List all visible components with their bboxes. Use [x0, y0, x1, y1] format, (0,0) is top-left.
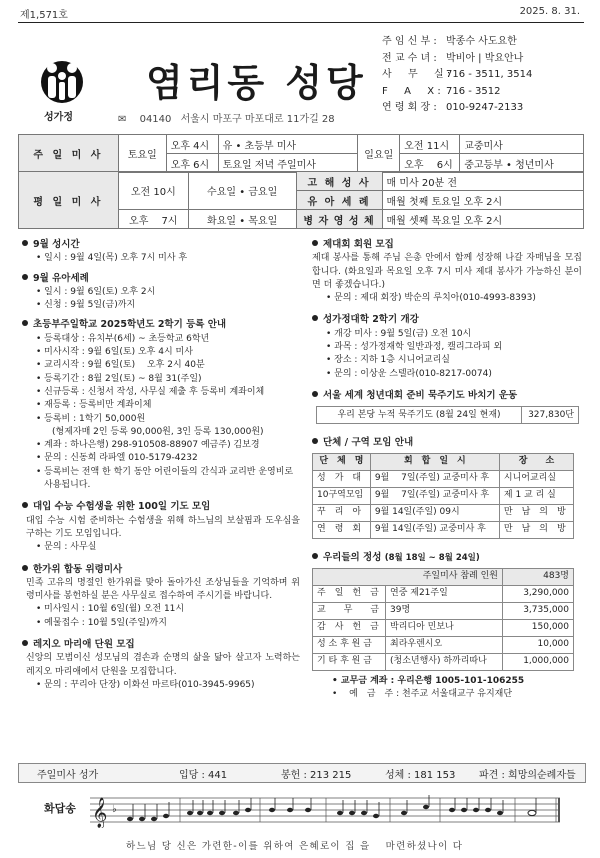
meeting-table — [312, 453, 574, 539]
line: • 문의 : 신동희 라파엘 010-5179-4232 — [36, 453, 198, 464]
line: • 일시 : 9월 4일(목) 오후 7시 미사 후 — [36, 253, 188, 264]
bullet-icon — [22, 274, 28, 280]
church-name: 염리동 성당 — [146, 61, 367, 105]
line: • 등록비는 전액 한 학기 동안 어린이들의 간식과 교리반 운영비로 사용됩니다. — [36, 466, 294, 491]
cell: 성 가 대 — [313, 470, 371, 487]
account-holder: • 예 금 주 : 천주교 서울대교구 유지재단 — [332, 689, 513, 700]
baptism-label: 유 아 세 례 — [296, 191, 382, 210]
mass-schedule-table — [18, 134, 584, 173]
line: • 개강 미사 : 9월 5일(금) 오전 10시 — [326, 328, 472, 339]
section-title: 레지오 마리애 단원 모집 — [22, 638, 300, 651]
cell: 박리디아 민보나 — [386, 619, 503, 636]
line: • 과목 : 성가정재학 일반과정, 캘리그라피 외 — [326, 342, 503, 353]
cell: 만 남 의 방 — [499, 521, 573, 538]
weekday-schedule-table — [18, 171, 584, 229]
sun-desc: 중고등부 • 청년미사 — [460, 154, 584, 173]
line: • 계좌 : 하나은행) 298-910508-88907 예금주) 김보경 — [36, 440, 260, 451]
mail-icon: ✉ — [118, 114, 127, 125]
attendance-value: 483명 — [503, 568, 574, 585]
section-title: 우리들의 정성 (8월 18일 ~ 8월 24일) — [312, 551, 582, 565]
section-title: 대입 수능 수험생을 위한 100일 기도 모임 — [22, 500, 300, 513]
baptism-val: 매월 첫째 토요일 오후 2시 — [382, 191, 584, 210]
hymn-offertory: 봉헌 : 213 215 — [281, 770, 352, 781]
sick-communion-val: 매월 셋째 목요일 오후 2시 — [382, 210, 584, 229]
hymn-dismissal: 파견 : 희망의순례자들 — [479, 770, 576, 781]
hymn-communion: 성체 : 181 153 — [385, 770, 456, 781]
col-header: 회 합 일 시 — [370, 453, 499, 470]
cell: 기 타 후 원 금 — [313, 653, 386, 670]
cell: 주 일 헌 금 — [313, 585, 386, 602]
cell: 제 1 교 리 실 — [499, 487, 573, 504]
cell: 연중 제21주일 — [386, 585, 503, 602]
line: • 일시 : 9월 6일(토) 오후 2시 — [36, 286, 156, 297]
sun-desc: 교중미사 — [460, 135, 584, 154]
address — [118, 110, 335, 125]
table-row — [313, 619, 574, 636]
weekday-days: 화요일 • 목요일 — [188, 210, 296, 229]
line: • 등록대상 : 유치부(6세) ~ 초등학교 6학년 — [36, 333, 210, 344]
paragraph: 신앙의 모범이신 성모님의 겸손과 순명의 삶을 닮아 살고자 노력하는 레지오 마리애에서 단원을 모집합니다. — [26, 653, 300, 677]
cell: 1,000,000 — [503, 653, 574, 670]
bullet-icon — [22, 502, 28, 508]
section-title: 한가위 합동 위령미사 — [22, 563, 300, 576]
church-logo — [40, 58, 84, 110]
sun-time: 오후 6시 — [400, 154, 460, 173]
attendance-label: 주일미사 참례 인원 — [313, 568, 503, 585]
line: (형제자매 2인 등록 90,000원, 3인 등록 130,000원) — [52, 426, 264, 437]
sun-time: 오전 11시 — [400, 135, 460, 154]
table-row — [313, 470, 574, 487]
cell: 9월 14일(주일) 교중미사 후 — [370, 521, 499, 538]
confession-val: 매 미사 20분 전 — [382, 172, 584, 191]
line: • 문의 : 이상운 스텔라(010-8217-0074) — [326, 368, 492, 379]
cell: 연 령 회 — [313, 521, 371, 538]
cell: 감 사 헌 금 — [313, 619, 386, 636]
bullet-icon — [312, 240, 318, 246]
info-val: 박비아 | 박요안나 — [446, 52, 524, 64]
col-header: 단 체 명 — [313, 453, 371, 470]
period: (8월 18일 ~ 8월 24일) — [384, 552, 480, 563]
line: • 재등록 : 등록비만 계좌이체 — [36, 400, 152, 411]
hymn-label: 주일미사 성가 — [37, 770, 99, 781]
line: • 등록비 : 1학기 50,000원 — [36, 413, 146, 424]
offering-table — [312, 568, 574, 671]
top-rule — [18, 22, 584, 23]
section-title: 성가정대학 2학기 개강 — [312, 313, 582, 326]
section-title: 제대회 회원 모집 — [312, 238, 582, 251]
cell: 9월 7일(주일) 교중미사 후 — [370, 470, 499, 487]
cell: 10,000 — [503, 636, 574, 653]
sunday-label: 일요일 — [358, 135, 400, 173]
bullet-icon — [22, 565, 28, 571]
line: • 교리시작 : 9월 6일(토) 오후 2시 40분 — [36, 360, 205, 371]
info-key: 연 령 회 장 : — [382, 102, 437, 113]
line: • 미사일시 : 10월 6일(월) 오전 11시 — [36, 604, 185, 615]
line: • 예물접수 : 10월 5일(주일)까지 — [36, 617, 167, 628]
hymn-bar — [18, 763, 586, 783]
bullet-icon — [312, 391, 318, 397]
section-title: 단체 / 구역 모임 안내 — [312, 436, 582, 449]
svg-text:♭: ♭ — [112, 804, 117, 815]
info-val: 박종수 사도요한 — [446, 36, 517, 47]
info-val: 716 - 3511, 3514 — [446, 69, 533, 80]
section-title: 초등부주일학교 2025학년도 2학기 등록 안내 — [22, 318, 300, 331]
table-row — [313, 504, 574, 521]
section-title: 서울 세계 청년대회 준비 묵주기도 바치기 운동 — [312, 389, 582, 402]
cell: 교 무 금 — [313, 602, 386, 619]
table-row — [313, 636, 574, 653]
info-key: F A X : — [382, 85, 441, 97]
rosary-label: 우리 본당 누적 묵주기도 (8월 24일 현재) — [317, 407, 522, 424]
weekday-time: 오전 10시 — [118, 172, 188, 210]
saturday-label: 토요일 — [118, 135, 166, 173]
response-lyrics: 하느님 당 신은 가련한-이를 위하여 은혜로이 집 을 마련하셨나이 다 — [126, 841, 464, 852]
cell: 9월 14일(주일) 09시 — [370, 504, 499, 521]
postal-code: 04140 — [139, 114, 172, 125]
table-row — [313, 487, 574, 504]
line: • 문의 : 제대 회장) 박순의 루치아(010-4993-8393) — [326, 293, 536, 304]
music-staff — [90, 792, 560, 828]
line: • 신규등록 : 신청서 작성, 사무실 제출 후 등록비 계좌이체 — [36, 386, 265, 397]
line: • 미사시작 : 9월 6일(토) 오후 4시 미사 — [36, 347, 193, 358]
hymn-entrance: 입당 : 441 — [179, 770, 228, 781]
address-text: 서울시 마포구 마포대로 11가길 28 — [180, 114, 335, 125]
response-label: 화답송 — [44, 802, 76, 815]
cell: 최라우렌시오 — [386, 636, 503, 653]
bullet-icon — [312, 315, 318, 321]
contact-info — [382, 34, 532, 117]
section-title: 9월 성시간 — [22, 238, 300, 251]
info-key: 주 임 신 부 : — [382, 36, 437, 47]
info-val: 010-9247-2133 — [446, 102, 524, 113]
account-line: • 교무금 계좌 : 우리은행 1005-101-106255 — [332, 675, 525, 686]
paragraph: 대입 수능 시험 준비하는 수험생을 위해 하느님의 보살핌과 도우심을 구하는 기도 모임입니다. — [26, 515, 300, 539]
cell: 39명 — [386, 602, 503, 619]
line: • 등록기간 : 8월 2일(토) ~ 8월 31(주일) — [36, 373, 202, 384]
weekday-mass-label: 평 일 미 사 — [19, 172, 119, 229]
cell: 3,290,000 — [503, 585, 574, 602]
line: • 문의 : 사무실 — [36, 542, 97, 553]
logo-caption: 성가정 — [44, 112, 73, 123]
cell: 150,000 — [503, 619, 574, 636]
paragraph: 제대 봉사를 통해 주님 은총 안에서 함께 성장해 나갈 자매님을 모집합니다. (화요일과 목요일 오후 7시 미사 제대 봉사가 가능하신 분이면 더 좋겠습니다.) — [312, 253, 582, 290]
bullet-icon — [22, 240, 28, 246]
left-column — [22, 238, 300, 692]
info-key: 사 무 실 : — [382, 69, 451, 80]
svg-text:𝄞: 𝄞 — [92, 798, 108, 828]
bullet-icon — [22, 320, 28, 326]
weekday-time: 오후 7시 — [118, 210, 188, 229]
issue-date: 2025. 8. 31. — [519, 6, 580, 17]
confession-label: 고 해 성 사 — [296, 172, 382, 191]
sat-desc: 유 • 초등부 미사 — [218, 135, 358, 154]
sat-time: 오후 6시 — [166, 154, 218, 173]
line: • 신청 : 9월 5일(금)까지 — [36, 300, 136, 311]
section-title: 9월 유아세례 — [22, 272, 300, 285]
sat-time: 오후 4시 — [166, 135, 218, 154]
right-column — [312, 238, 582, 701]
sunday-mass-label: 주 일 미 사 — [19, 135, 119, 173]
table-row — [313, 602, 574, 619]
sat-desc: 토요일 저녁 주일미사 — [218, 154, 358, 173]
cell: 시니어교리실 — [499, 470, 573, 487]
bullet-icon — [312, 438, 318, 444]
weekday-days: 수요일 • 금요일 — [188, 172, 296, 210]
cell: (청소년행사) 하까리따나 — [386, 653, 503, 670]
cell: 만 남 의 방 — [499, 504, 573, 521]
issue-number: 제1,571호 — [20, 10, 68, 21]
paragraph: 민족 고유의 명절인 한가위를 맞아 돌아가신 조상님들을 기억하며 위령미사를 봉헌하실 분은 사무실로 접수하여 주시기를 바랍니다. — [26, 577, 300, 602]
cell: 꾸 리 아 — [313, 504, 371, 521]
line: • 장소 : 지하 1층 시니어교리실 — [326, 355, 451, 366]
line: • 문의 : 꾸리아 단장) 이화선 마르타(010-3945-9965) — [36, 679, 255, 690]
table-row — [313, 585, 574, 602]
cell: 10구역모임 — [313, 487, 371, 504]
cell: 성 소 후 원 금 — [313, 636, 386, 653]
table-row — [313, 521, 574, 538]
rosary-value: 327,830단 — [522, 407, 579, 424]
cell: 9월 7일(주일) 교중미사 후 — [370, 487, 499, 504]
bullet-icon — [22, 640, 28, 646]
info-key: 전 교 수 녀 : — [382, 52, 437, 64]
rosary-table — [316, 406, 579, 424]
col-header: 장 소 — [499, 453, 573, 470]
sick-communion-label: 병 자 영 성 체 — [296, 210, 382, 229]
table-row — [313, 653, 574, 670]
cell: 3,735,000 — [503, 602, 574, 619]
bullet-icon — [312, 553, 318, 559]
info-val: 716 - 3512 — [446, 85, 501, 97]
